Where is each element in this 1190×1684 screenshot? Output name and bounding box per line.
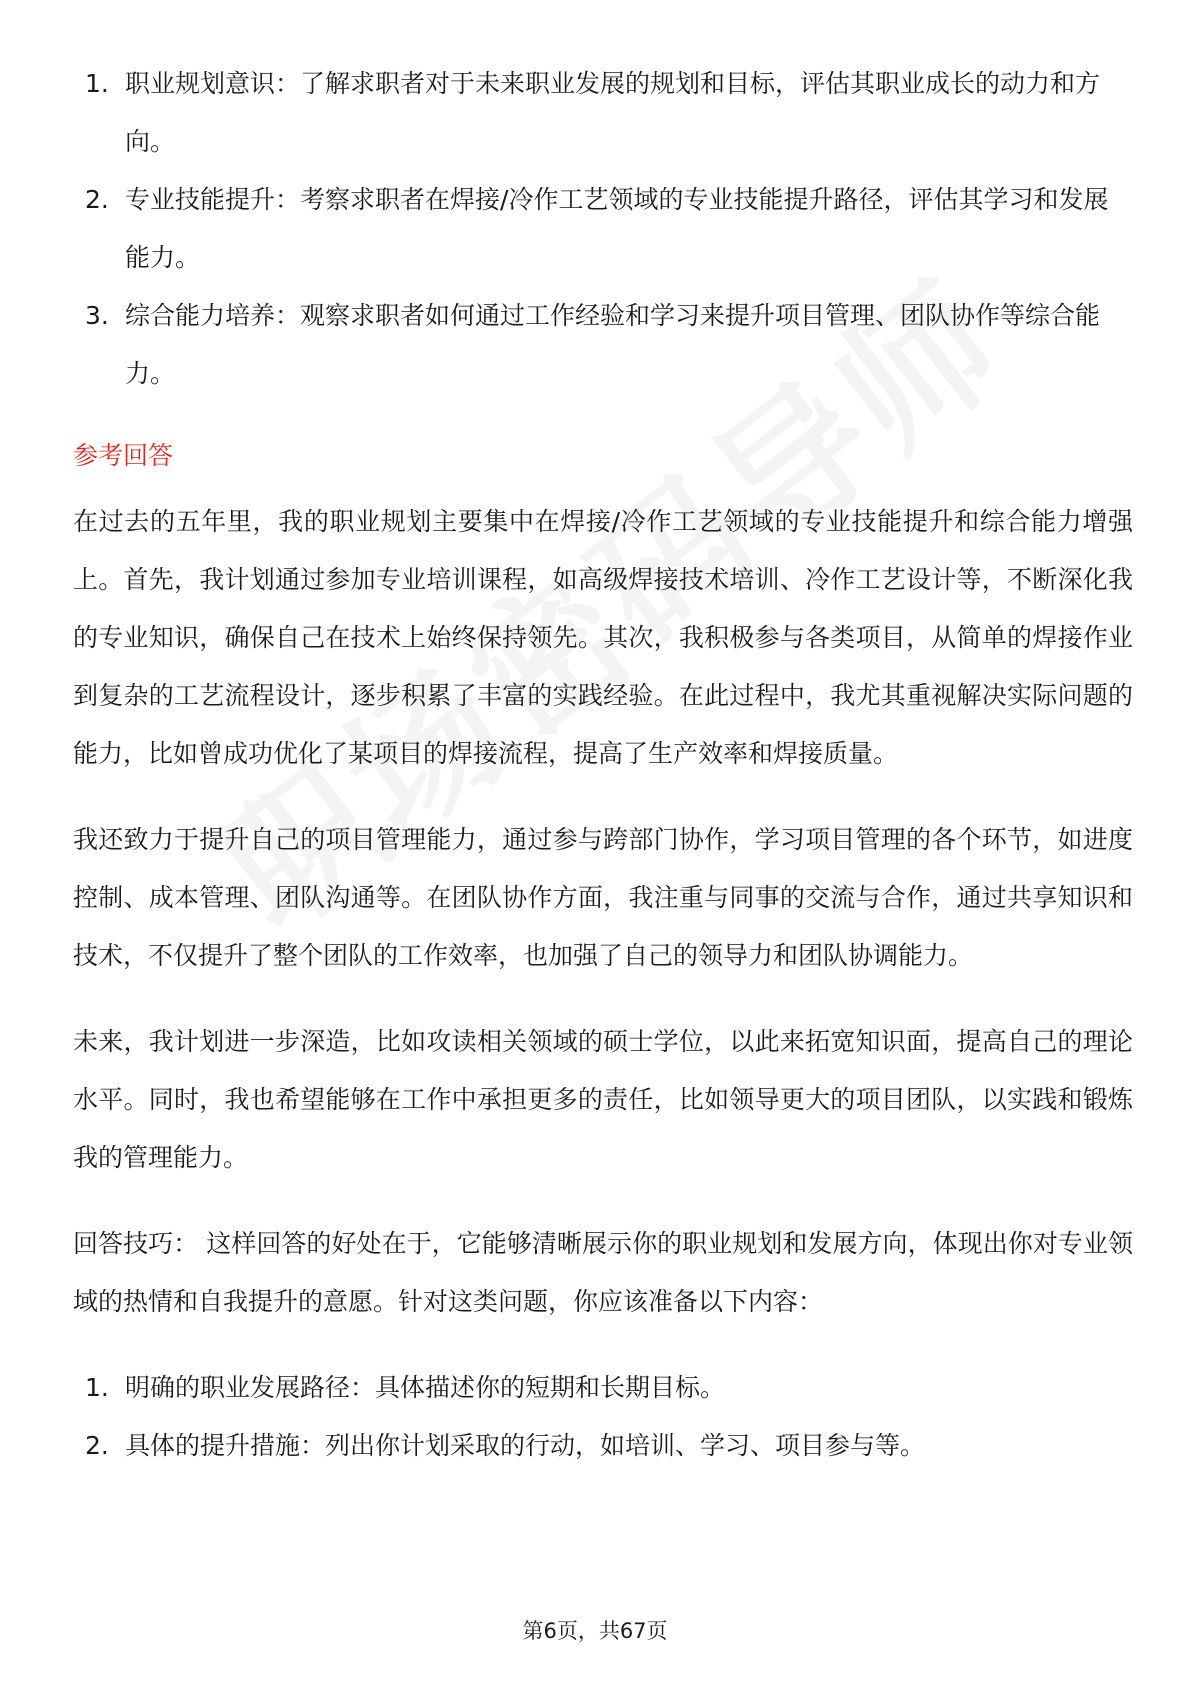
list-item-title: 明确的职业发展路径： — [125, 1373, 376, 1402]
list-item — [73, 287, 1133, 403]
list-item — [73, 1417, 1133, 1475]
list-number: 2. — [85, 1431, 109, 1460]
list-item-text: 具体描述你的短期和长期目标。 — [375, 1373, 726, 1402]
list-number: 1. — [85, 1373, 109, 1402]
list-item — [73, 1359, 1133, 1417]
preparation-list — [73, 1359, 1133, 1475]
list-item-title: 专业技能提升： — [125, 185, 301, 214]
reference-answer-heading: 参考回答 — [73, 441, 174, 470]
answer-paragraph: 我还致力于提升自己的项目管理能力，通过参与跨部门协作，学习项目管理的各个环节，如进度控制、成本管理、团队沟通等。在团队协作方面，我注重与同事的交流与合作，通过共享知识和技术，不仅提升了整个团队的工作效率，也加强了自己的领导力和团队协调能力。 — [73, 825, 1133, 970]
page-number-footer: 第6页，共67页 — [522, 1619, 668, 1643]
evaluation-points-list — [73, 55, 1133, 403]
answer-paragraph: 未来，我计划进一步深造，比如攻读相关领域的硕士学位，以此来拓宽知识面，提高自己的理论水平。同时，我也希望能够在工作中承担更多的责任，比如领导更大的项目团队，以实践和锻炼我的管理能力。 — [73, 1027, 1133, 1172]
answer-tips-paragraph: 回答技巧： 这样回答的好处在于，它能够清晰展示你的职业规划和发展方向，体现出你对专业领域的热情和自我提升的意愿。针对这类问题，你应该准备以下内容： — [73, 1229, 1133, 1316]
list-item-text: 了解求职者对于未来职业发展的规划和目标，评估其职业成长的动力和方向。 — [125, 69, 1101, 156]
answer-paragraph: 在过去的五年里，我的职业规划主要集中在焊接/冷作工艺领域的专业技能提升和综合能力增强上。首先，我计划通过参加专业培训课程，如高级焊接技术培训、冷作工艺设计等，不断深化我的专业知识，确保自己在技术上始终保持领先。其次，我积极参与各类项目，从简单的焊接作业到复杂的工艺流程设计，逐步积累了丰富的实践经验。在此过程中，我尤其重视解决实际问题的能力，比如曾成功优化了某项目的焊接流程，提高了生产效率和焊接质量。 — [73, 507, 1133, 768]
list-number: 1. — [85, 69, 109, 98]
list-number: 2. — [85, 185, 109, 214]
list-item — [73, 171, 1133, 287]
list-item-title: 具体的提升措施： — [125, 1431, 326, 1460]
list-item-text: 观察求职者如何通过工作经验和学习来提升项目管理、团队协作等综合能力。 — [125, 301, 1101, 388]
list-number: 3. — [85, 301, 109, 330]
list-item-text: 列出你计划采取的行动，如培训、学习、项目参与等。 — [325, 1431, 926, 1460]
list-item-text: 考察求职者在焊接/冷作工艺领域的专业技能提升路径，评估其学习和发展能力。 — [125, 185, 1109, 272]
list-item-title: 职业规划意识： — [125, 69, 301, 98]
list-item — [73, 55, 1133, 171]
list-item-title: 综合能力培养： — [125, 301, 301, 330]
page-content — [73, 55, 1133, 1475]
